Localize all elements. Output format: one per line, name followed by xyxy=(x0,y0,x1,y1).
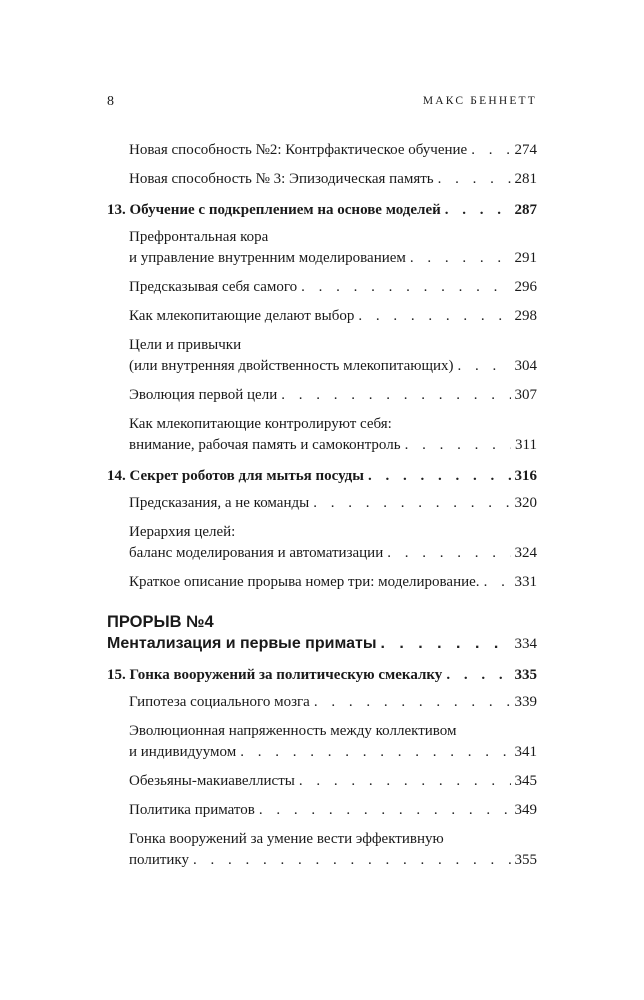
leader-dots xyxy=(240,742,510,763)
toc-entry-title: Обезьяны-макиавеллисты xyxy=(129,773,295,789)
toc-entry-title: Политика приматов xyxy=(129,802,255,818)
toc-entry-title-line: и индивидуумом xyxy=(129,744,237,760)
toc-entry[interactable] xyxy=(129,493,537,514)
toc-entry-title: Новая способность № 3: Эпизодическая память xyxy=(129,171,434,187)
toc-entry-title: Как млекопитающие делают выбор xyxy=(129,308,355,324)
toc-entry-title-line: (или внутренняя двойственность млекопитающих) xyxy=(129,358,454,374)
leader-dots xyxy=(387,543,510,564)
toc-entry[interactable] xyxy=(129,277,537,298)
toc-page-number: 296 xyxy=(514,279,537,295)
page-header xyxy=(107,94,537,114)
toc-entry[interactable] xyxy=(129,829,537,871)
toc-entry[interactable] xyxy=(129,800,537,821)
toc-page-number: 324 xyxy=(514,545,537,561)
toc-entry[interactable] xyxy=(129,692,537,713)
toc-chapter-entry[interactable] xyxy=(107,466,537,487)
toc-entry-title-line: и управление внутренним моделированием xyxy=(129,250,406,266)
toc-entry[interactable] xyxy=(129,335,537,377)
leader-dots xyxy=(193,850,511,871)
toc-page-number: 335 xyxy=(514,667,537,683)
toc-entry[interactable] xyxy=(129,306,537,327)
toc-entry-title-line: политику xyxy=(129,852,189,868)
toc-entry-title-line: Гонка вооружений за умение вести эффективную xyxy=(129,831,444,847)
leader-dots xyxy=(438,169,511,190)
part-label: ПРОРЫВ №4 xyxy=(107,613,214,631)
leader-dots xyxy=(445,200,511,221)
toc-entry-title-line: баланс моделирования и автоматизации xyxy=(129,545,384,561)
toc-page-number: 274 xyxy=(514,142,537,158)
toc-entry[interactable] xyxy=(129,169,537,190)
toc-page-number: 355 xyxy=(514,852,537,868)
toc-part-entry[interactable] xyxy=(107,633,537,655)
toc-entry[interactable] xyxy=(129,721,537,763)
leader-dots xyxy=(299,771,511,792)
toc-page-number: 307 xyxy=(514,387,537,403)
toc-entry[interactable] xyxy=(129,414,537,456)
toc-entry-title-line: Цели и привычки xyxy=(129,337,242,353)
toc-entry[interactable] xyxy=(129,572,537,593)
leader-dots xyxy=(471,140,510,161)
leader-dots xyxy=(358,306,510,327)
toc-entry[interactable] xyxy=(129,385,537,406)
toc-page-number: 281 xyxy=(514,171,537,187)
leader-dots xyxy=(301,277,510,298)
running-head: МАКС БЕННЕТТ xyxy=(422,95,537,107)
toc-entry-title: Гипотеза социального мозга xyxy=(129,694,310,710)
toc-page-number: 291 xyxy=(514,250,537,266)
toc-chapter-entry[interactable] xyxy=(107,665,537,686)
toc-entry-title: Предсказания, а не команды xyxy=(129,495,310,511)
toc-page-number: 320 xyxy=(514,495,537,511)
table-of-contents xyxy=(107,140,537,871)
toc-page-number: 331 xyxy=(514,574,537,590)
toc-chapter-entry[interactable] xyxy=(107,200,537,221)
toc-entry-title-line: внимание, рабочая память и самоконтроль xyxy=(129,437,401,453)
toc-chapter-title: 13. Обучение с подкреплением на основе моделей xyxy=(107,202,441,218)
toc-page-number: 316 xyxy=(514,468,537,484)
toc-entry[interactable] xyxy=(129,227,537,269)
leader-dots xyxy=(313,493,510,514)
toc-entry-title-line: Эволюционная напряженность между коллективом xyxy=(129,723,457,739)
toc-entry-title-line: Иерархия целей: xyxy=(129,524,236,540)
leader-dots xyxy=(281,385,510,406)
toc-page-number: 298 xyxy=(514,308,537,324)
toc-entry[interactable] xyxy=(129,771,537,792)
leader-dots xyxy=(405,435,511,456)
toc-entry[interactable] xyxy=(129,522,537,564)
toc-chapter-title: 15. Гонка вооружений за политическую смекалку xyxy=(107,667,443,683)
toc-page-number: 287 xyxy=(514,202,537,218)
toc-entry-title: Эволюция первой цели xyxy=(129,387,278,403)
toc-entry-title: Краткое описание прорыва номер три: моделирование. xyxy=(129,574,480,590)
toc-page-number: 349 xyxy=(514,802,537,818)
leader-dots xyxy=(314,692,511,713)
toc-page-number: 334 xyxy=(514,636,537,652)
part-title: Ментализация и первые приматы xyxy=(107,635,377,652)
leader-dots xyxy=(259,800,511,821)
leader-dots xyxy=(410,248,511,269)
toc-page-number: 341 xyxy=(514,744,537,760)
leader-dots xyxy=(368,466,511,487)
toc-entry-title: Предсказывая себя самого xyxy=(129,279,298,295)
toc-chapter-title: 14. Секрет роботов для мытья посуды xyxy=(107,468,364,484)
page-number: 8 xyxy=(107,94,114,109)
leader-dots xyxy=(446,665,510,686)
leader-dots xyxy=(380,633,510,654)
leader-dots xyxy=(458,356,511,377)
toc-entry[interactable] xyxy=(129,140,537,161)
leader-dots xyxy=(484,572,511,593)
toc-page-number: 345 xyxy=(514,773,537,789)
toc-page-number: 311 xyxy=(515,437,537,453)
toc-entry-title-line: Как млекопитающие контролируют себя: xyxy=(129,416,392,432)
toc-entry-title: Новая способность №2: Контрфактическое обучение xyxy=(129,142,468,158)
toc-page-number: 304 xyxy=(514,358,537,374)
toc-page-number: 339 xyxy=(514,694,537,710)
toc-entry-title-line: Префронтальная кора xyxy=(129,229,269,245)
